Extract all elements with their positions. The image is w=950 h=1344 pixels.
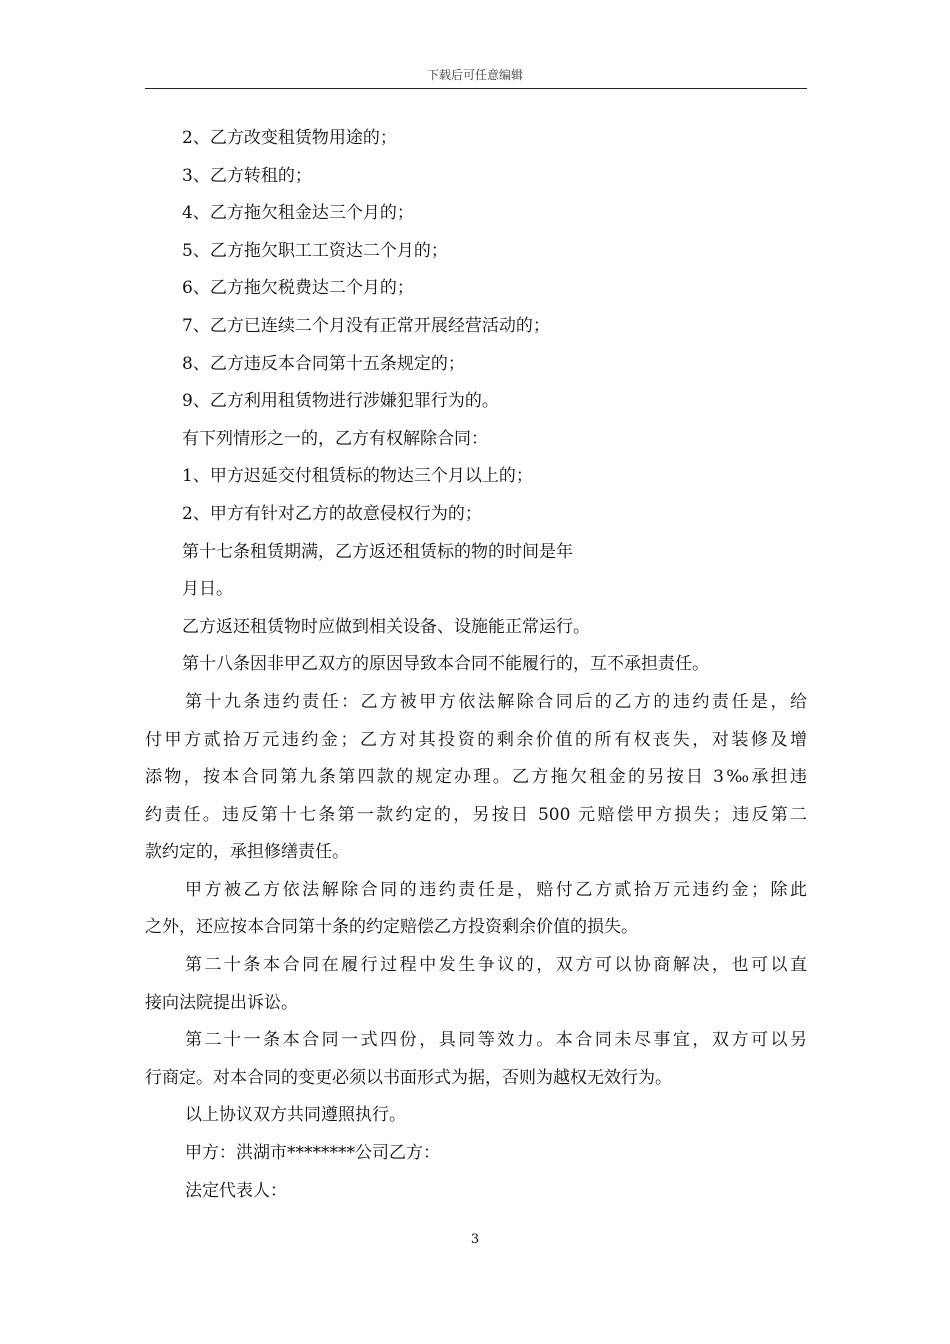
text-line: 款约定的，承担修缮责任。 [145,842,349,863]
text-line: 8、乙方违反本合同第十五条规定的； [182,353,465,374]
text-line: 7、乙方已连续二个月没有正常开展经营活动的； [182,315,550,336]
text-line: 月日。 [182,579,233,600]
text-line: 第十九条违约责任：乙方被甲方依法解除合同后的乙方的违约责任是，给 [185,691,807,712]
text-line: 第二十一条本合同一式四份，具同等效力。本合同未尽事宜，双方可以另 [185,1030,807,1051]
text-line: 1、甲方迟延交付租赁标的物达三个月以上的； [182,466,533,487]
text-line: 2、乙方改变租赁物用途的； [182,128,397,148]
text-line: 第二十条本合同在履行过程中发生争议的，双方可以协商解决，也可以直 [185,955,807,976]
page-number: 3 [470,1232,480,1247]
text-line: 甲方被乙方依法解除合同的违约责任是，赔付乙方贰拾万元违约金；除此 [185,879,807,900]
text-line: 有下列情形之一的，乙方有权解除合同： [182,428,488,449]
text-line: 2、甲方有针对乙方的故意侵权行为的； [182,503,482,524]
text-line: 以上协议双方共同遵照执行。 [185,1105,406,1126]
text-line: 约责任。违反第十七条第一款约定的，另按日 500 元赔偿甲方损失；违反第二 [145,804,807,825]
text-line: 5、乙方拖欠职工工资达二个月的； [182,240,448,261]
text-line: 添物，按本合同第九条第四款的规定办理。乙方拖欠租金的另按日 3‰承担违 [145,767,807,788]
text-line: 付甲方贰拾万元违约金；乙方对其投资的剩余价值的所有权丧失，对装修及增 [145,729,807,750]
text-line: 法定代表人： [185,1180,287,1201]
text-line: 第十七条租赁期满，乙方返还租赁标的物的时间是年 [182,541,573,562]
text-line: 第十八条因非甲乙双方的原因导致本合同不能履行的，互不承担责任。 [182,654,709,675]
document-body [145,120,807,1210]
text-line: 9、乙方利用租赁物进行涉嫌犯罪行为的。 [182,391,499,412]
text-line: 6、乙方拖欠税费达二个月的； [182,278,414,299]
text-line: 4、乙方拖欠租金达三个月的； [182,203,414,224]
text-line: 行商定。对本合同的变更必须以书面形式为据，否则为越权无效行为。 [145,1067,672,1088]
page-header: 下载后可任意编辑 [426,68,523,82]
text-line: 乙方返还租赁物时应做到相关设备、设施能正常运行。 [182,616,590,637]
header-rule [145,88,807,89]
text-line: 接向法院提出诉讼。 [145,992,298,1013]
text-line: 甲方：洪湖市********公司乙方： [185,1143,440,1164]
text-line: 之外，还应按本合同第十条的约定赔偿乙方投资剩余价值的损失。 [145,917,638,938]
text-line: 3、乙方转租的； [182,165,312,186]
